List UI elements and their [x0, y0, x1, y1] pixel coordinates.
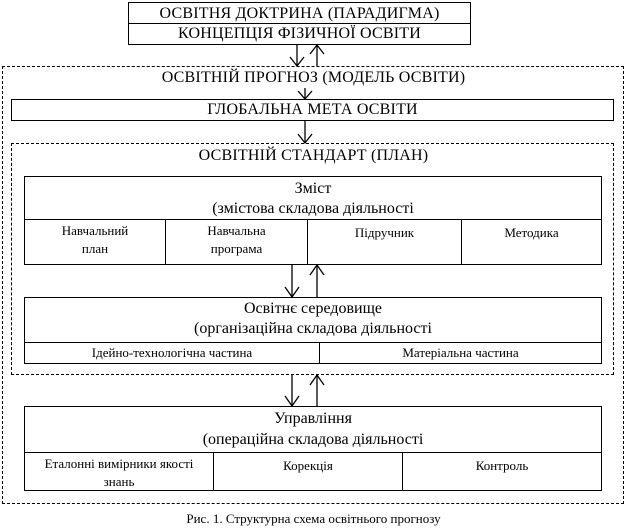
forecast-title: ОСВІТНІЙ ПРОГНОЗ (МОДЕЛЬ ОСВІТИ)	[161, 69, 466, 86]
management-subtitle: (операційна складова діяльності	[202, 431, 424, 448]
management-title: Управління	[274, 410, 352, 427]
cell-line: Корекція	[283, 458, 333, 473]
cell-line: знань	[103, 474, 135, 489]
global-goal-title: ГЛОБАЛЬНА МЕТА ОСВІТИ	[207, 101, 418, 118]
concept-title: КОНЦЕПЦІЯ ФІЗИЧНОЇ ОСВІТИ	[178, 25, 421, 42]
arrow-down-management	[285, 375, 299, 406]
figure-caption: Рис. 1. Структурна схема освітнього прогнозу	[186, 511, 441, 526]
arrow-down-to-standard	[298, 121, 312, 143]
content-subtitle: (змістова складова діяльності	[212, 200, 414, 217]
cell-line: Підручник	[354, 225, 415, 240]
standard-title: ОСВІТНІЙ СТАНДАРТ (ПЛАН)	[198, 147, 429, 164]
arrow-up-content	[310, 265, 324, 297]
arrow-down-content	[285, 265, 299, 297]
arrow-up-management	[310, 375, 324, 406]
content-title: Зміст	[294, 180, 332, 197]
arrow-down-to-goal	[298, 88, 312, 99]
cell-line: Навчальна	[207, 223, 266, 238]
environment-cell-ideological: Ідейно-технологічна частина	[91, 345, 253, 360]
arrow-down-doctrine	[290, 45, 304, 66]
cell-line: Еталонні вимірники якості	[44, 456, 194, 471]
arrow-up-doctrine	[310, 45, 324, 66]
environment-subtitle: (організаційна складова діяльності	[194, 320, 432, 337]
cell-line: програма	[210, 241, 263, 256]
cell-line: Контроль	[475, 458, 529, 473]
environment-cell-material: Матеріальна частина	[319, 343, 601, 363]
cell-line: Методика	[504, 225, 559, 240]
doctrine-title: ОСВІТНЯ ДОКТРИНА (ПАРАДИГМА)	[129, 4, 470, 24]
environment-title: Освітнє середовище	[243, 300, 383, 317]
cell-line: план	[81, 241, 109, 256]
cell-line: Навчальний	[61, 223, 129, 238]
